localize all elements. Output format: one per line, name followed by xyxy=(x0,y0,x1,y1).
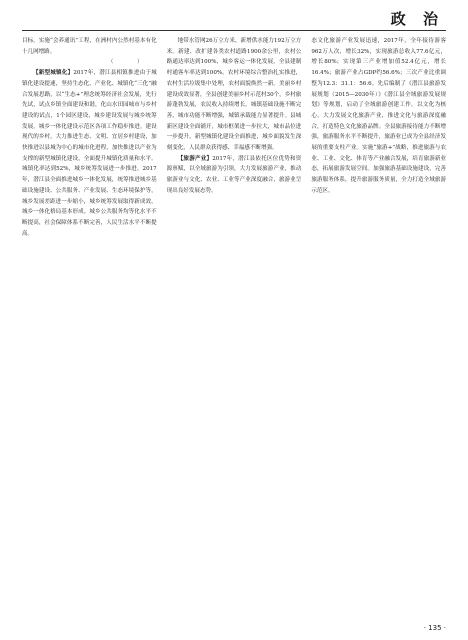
paragraph xyxy=(22,57,157,68)
column-1 xyxy=(22,36,157,616)
paragraph-text: 2017年，潜江县相镇推进由于城镇化建设提速，坚持生态化、产业化、城镇化“三化”融合发展思路，以“生态+”理念统筹经济社会发展，先行先试，试点乡镇全面建设和谐，化山水田园城市与乡村建设的试点，1个园区建设，城乡建设发展与城乡统筹发展。城乡一体化建设示范区各项工作稳步推进。建设现代的乡村，大力推进生态、文明、宜居乡村建设，加快推进以县城为中心的城市化进程，加快推进以产业为支撑的新型城镇化建设，全面提升城镇化质量和水平。城镇化率达到52%，城乡统筹发展进一步推进。2017年，潜江县全面推进城乡一体化发展，统筹推进城乡基础设施建设、公共服务、产业发展、生态环境保护等，城乡发展差距进一步缩小，城乡统筹发展取得新成效，城乡一体化格局基本形成。城乡公共服务均等化水平不断提高，社会保障体系不断完善，人民生活水平不断提高。 xyxy=(22,70,157,237)
paragraph-heading: 【旅游产业】 xyxy=(177,155,213,162)
header-rule xyxy=(22,30,446,31)
paragraph xyxy=(167,154,302,197)
section-title: 政 治 xyxy=(390,10,444,28)
paragraph-heading: 【新型城镇化】 xyxy=(33,70,74,77)
paragraph-text: 目标。实施“会养通讯”工程，在洲村内公然村基本有化十几网增路。 xyxy=(22,38,157,55)
page-header xyxy=(0,0,468,32)
paragraph xyxy=(22,68,157,239)
column-3 xyxy=(311,36,446,616)
column-2 xyxy=(167,36,302,616)
paragraph xyxy=(311,36,446,197)
paragraph-text: （ ） xyxy=(107,59,143,66)
page-number: · 135 · xyxy=(423,624,446,632)
paragraph-text: 态文化旅游产业发展迅速，2017年，全年接待游客962万人次，增长32%，实现旅游总收入77.6亿元，增长80%；实现第三产业增加值52.4亿元，增长16.4%；旅游产业占GDP约56.6%；三次产业比重调整为12.3：31.1：56.6。先后编制了《潜江县旅游发展规划（2015—2030年）》《潜江县全域旅游发展规划》等规划，启动了全域旅游创建工作。以文化为核心，大力发展文化旅游产业，推进文化与旅游深度融合，打造特色文化旅游品牌。全县旅游接待能力不断增强，旅游服务水平不断提升，旅游业已成为全县经济发展的重要支柱产业。实施“旅游+”战略，推进旅游与农业、工业、文化、体育等产业融合发展，培育旅游新业态，拓展旅游发展空间。加强旅游基础设施建设，完善旅游服务体系，提升旅游服务质量，全力打造全域旅游示范区。 xyxy=(311,38,447,194)
paragraph xyxy=(22,36,157,57)
text-columns xyxy=(22,36,446,616)
paragraph xyxy=(167,36,302,154)
paragraph-text: 地带水管网26万立方米，新增供水能力192万立方米。新建、改扩建各类农村道路1900余公里，农村公路通达率达到100%，城乡客运一体化发展，全县建制村通客车率达到100%。农村环境综合整治扎实推进，农村生活垃圾集中处理，农村面貌焕然一新。美丽乡村建设成效显著，全县创建美丽乡村示范村30个，乡村旅游蓬勃发展，农民收入持续增长。城镇基础设施不断完善，城市功能不断增强，城镇承载能力显著提升。县城新区建设全面铺开，城市框架进一步拉大，城市品位进一步提升。新型城镇化建设全面推进，城乡面貌发生深刻变化，人民群众获得感、幸福感不断增强。 xyxy=(166,38,302,152)
paragraph-text: 2017年，潜江县依托区位优势和资源禀赋，以全域旅游为引领，大力发展旅游产业，推动旅游业与文化、农业、工业等产业深度融合，旅游业呈现出良好发展态势。 xyxy=(166,155,302,194)
